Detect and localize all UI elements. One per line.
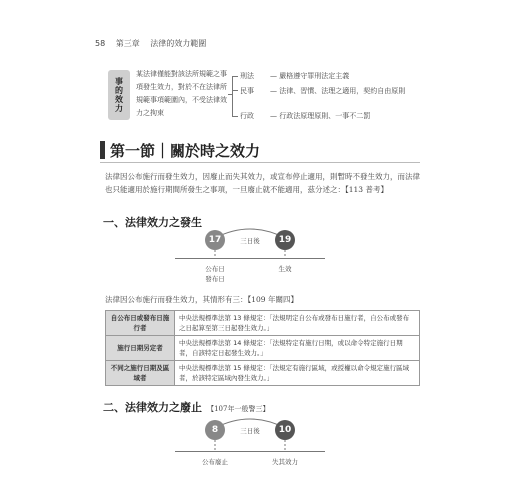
summary-row-text: 法律、習慣、法理之適用，契約自由原則 [279,87,406,95]
summary-brace-top [232,76,238,77]
section-marker [100,141,105,159]
summary-brace-tick [228,94,232,95]
table-row-text: 中央法規標準法第 15 條規定：「法規定有施行區域，或授權以命令規定施行區域者，於該特定區域內發生效力。」 [175,361,420,386]
section-divider [100,162,420,163]
summary-row-admin: 行政 — 行政法原理原則、一事不二罰 [240,112,371,120]
timeline-2-start-label: 公布廢止 [202,458,228,466]
timeline-2-end-day: 10 [275,420,295,440]
timeline-2-end-label: 失其效力 [272,458,298,466]
section-title: 第一節｜關於時之效力 [110,142,261,160]
summary-row-label: 行政 [240,112,254,120]
timeline-1-axis [175,258,325,259]
table-row-text: 中央法規標準法第 14 條規定：「法規特定有施行日期，或以命令特定施行日期者，自該特定日起發生效力。」 [175,336,420,361]
summary-row-civil: 民事 — 法律、習慣、法理之適用，契約自由原則 [240,87,406,95]
summary-description: 某法律僅能對該法所規範之事項發生效力，對於不在法律所規範事項範圍內，不受法律效力之拘束 [136,70,227,117]
table-row-head: 施行日期另定者 [106,336,175,361]
rules-table [105,310,420,386]
timeline-1-end-day: 19 [275,230,295,250]
summary-row-label: 民事 [240,87,254,95]
chapter-label: 第三章 [115,39,140,48]
timeline-1-start-day: 17 [205,230,225,250]
timeline-1-start-label-2: 發布日 [205,275,225,283]
summary-brace-mid [232,90,238,91]
timeline-2-axis [175,451,325,452]
summary-row-text: 行政法原理原則、一事不二罰 [279,112,371,120]
page-header [95,38,214,49]
subsection-title-1: 一、法律效力之發生 [103,216,202,229]
timeline-1-start-label-1: 公布日 [205,265,225,273]
summary-row-criminal: 刑法 — 嚴格遵守罪刑法定主義 [240,72,350,80]
subsection-2 [103,396,269,415]
summary-tag: 事的效力 [108,70,130,120]
chapter-title: 法律的效力範圍 [150,39,207,48]
timeline-1-gap-label: 三日後 [240,237,260,245]
table-row-text: 中央法規標準法第 13 條規定：「法規明定自公布或發布日施行者，自公布或發布之日起算至第三日起發生效力。」 [175,311,420,336]
intro-paragraph: 法律因公布施行而發生效力，因廢止而失其效力，或宣布停止適用，則暫時不發生效力，而法律也只能適用於施行期間所發生之事項，一旦廢止就不能適用，茲分述之：【113 普考】 [105,172,420,194]
table-row-head: 自公布日或發布日施行者 [106,311,175,336]
table-row [106,311,420,336]
summary-brace-bot [232,116,238,117]
subsection-title-2: 二、法律效力之廢止 [103,401,202,414]
paragraph-2: 法律因公布施行而發生效力，其情形有三：【109 年關四】 [105,295,298,304]
summary-row-label: 刑法 [240,72,254,80]
subsection-2-exam: 【107年一般警三】 [207,405,270,413]
table-row [106,336,420,361]
timeline-2-gap-label: 三日後 [240,427,260,435]
page-number: 58 [95,39,106,48]
timeline-2-start-day: 8 [205,420,225,440]
table-row-head: 不同之施行日期及區域者 [106,361,175,386]
summary-brace [232,76,233,116]
timeline-1-end-label: 生效 [278,265,292,273]
table-row [106,361,420,386]
summary-row-text: 嚴格遵守罪刑法定主義 [279,72,350,80]
